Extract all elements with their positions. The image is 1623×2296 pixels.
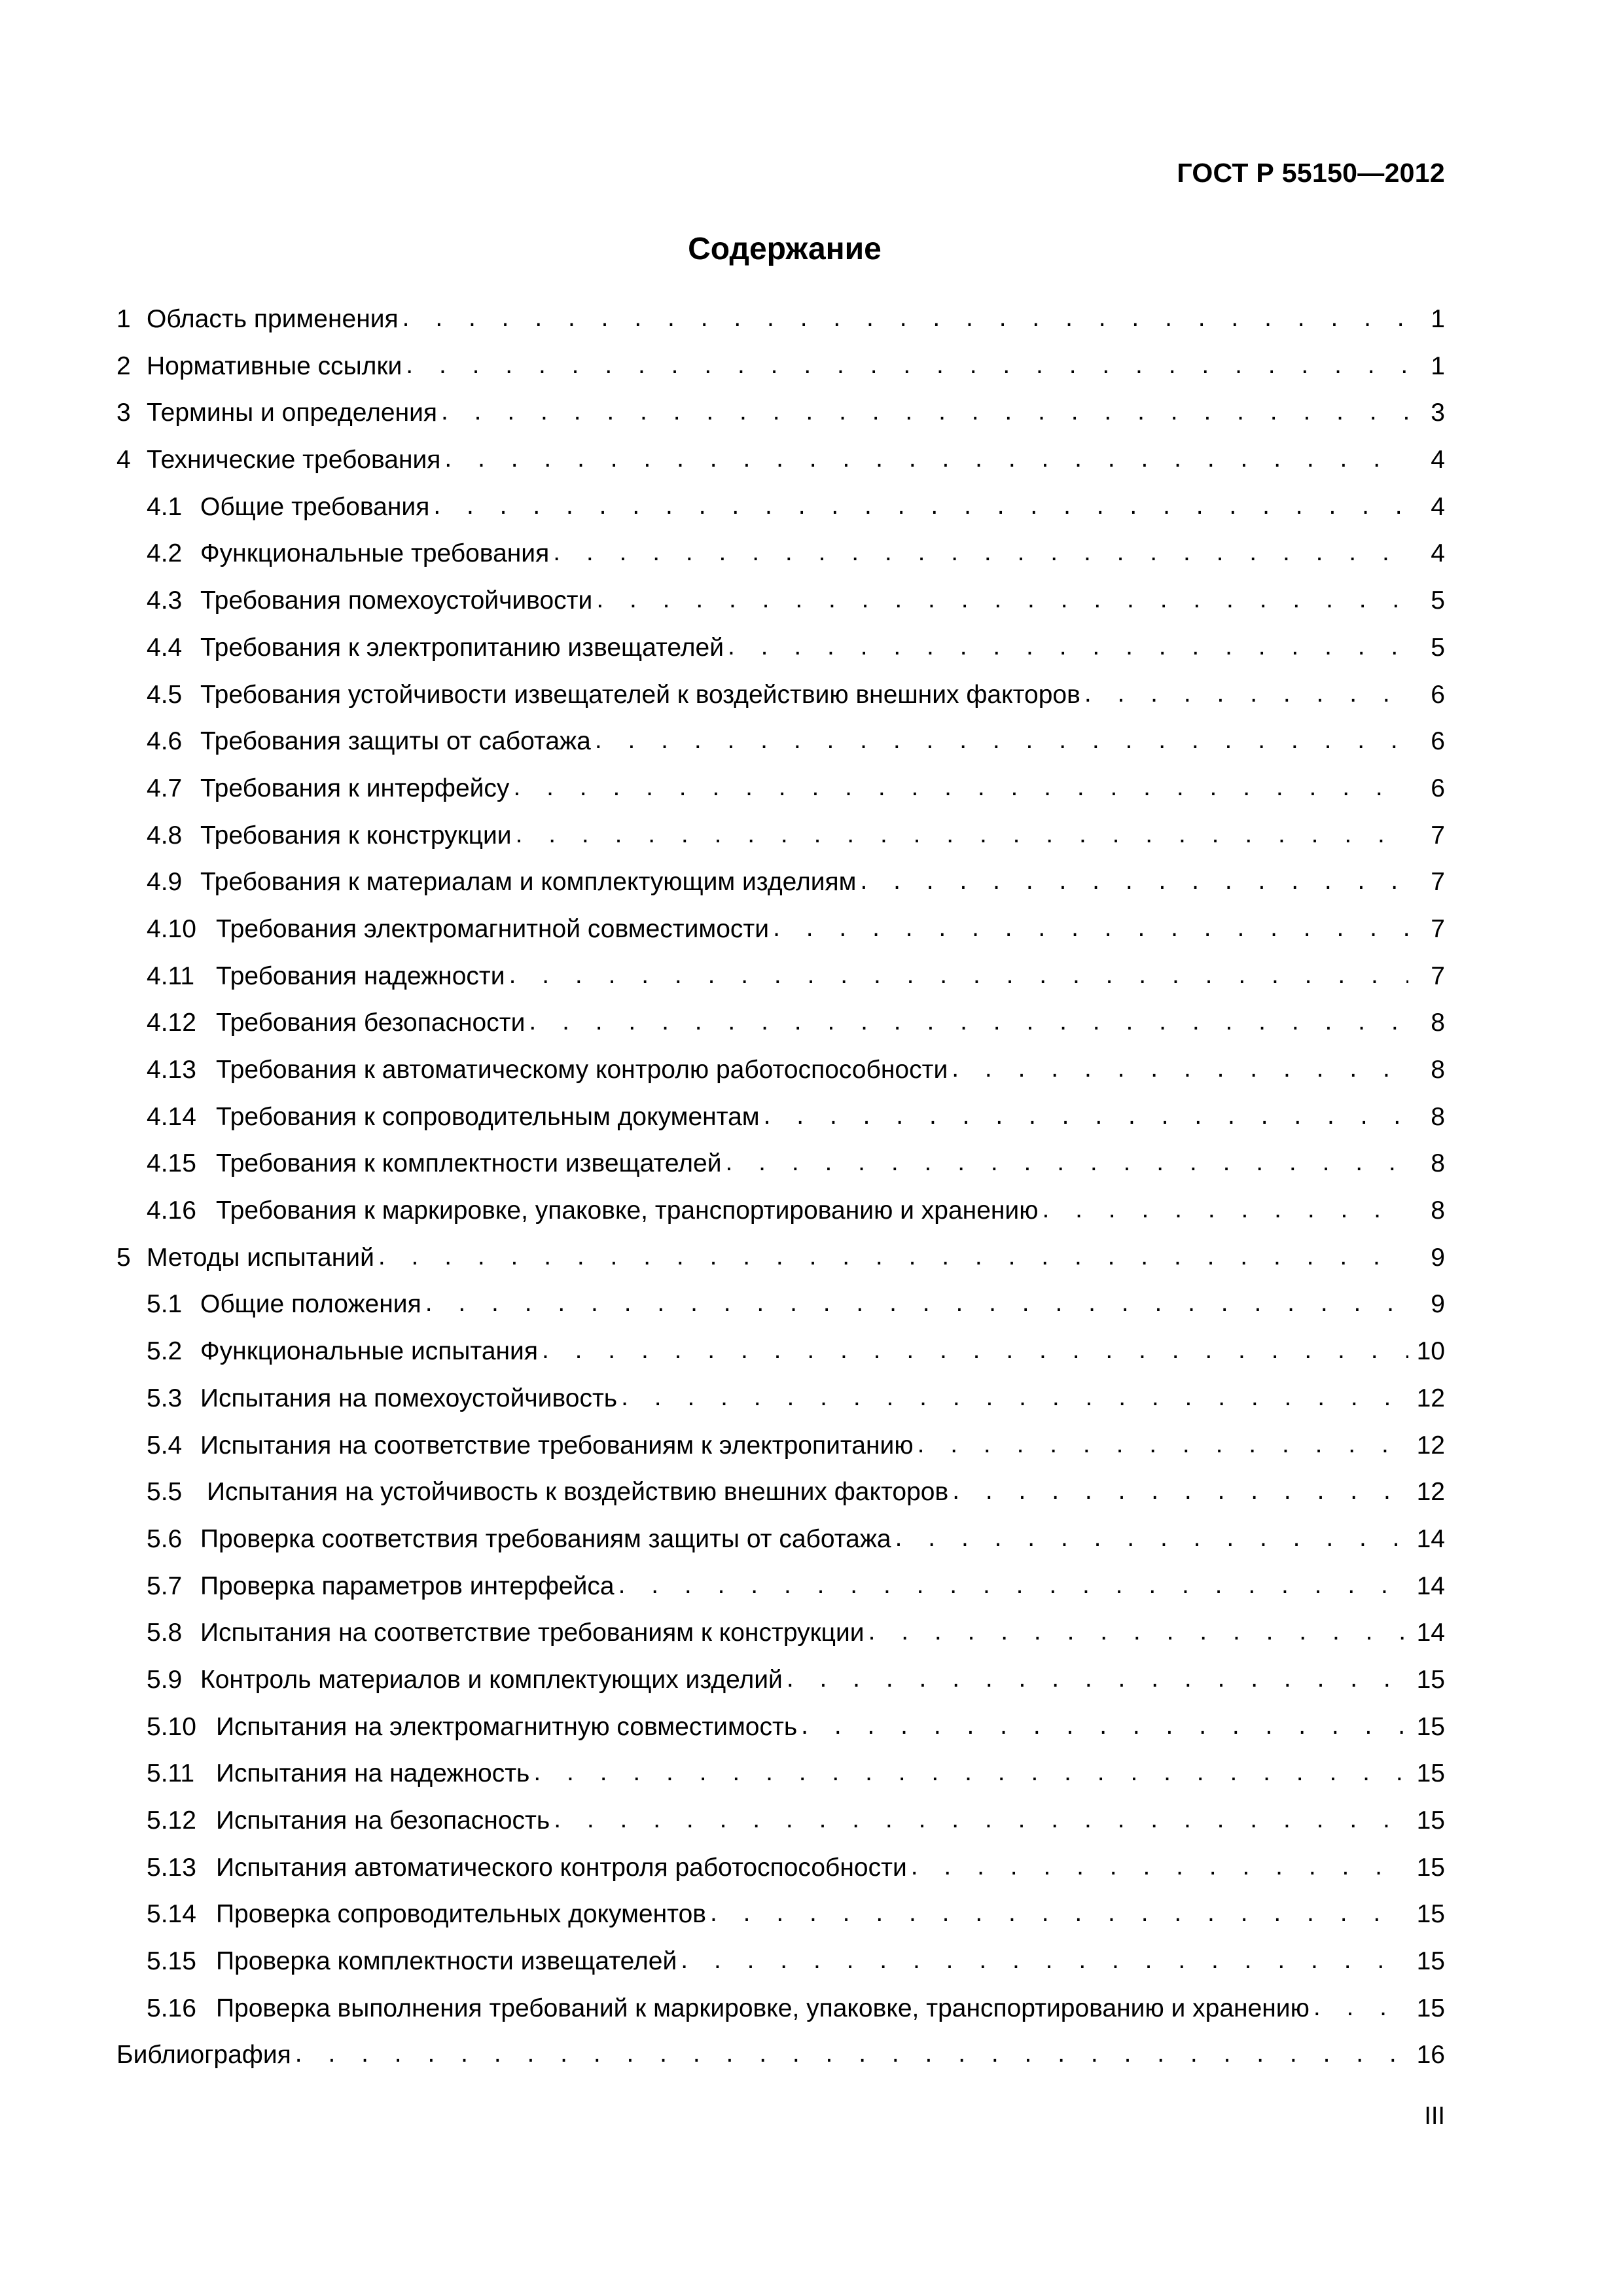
- toc-entry-number: 4.8: [147, 821, 183, 850]
- toc-entry-label: Контроль материалов и комплектующих изделий: [200, 1665, 783, 1694]
- toc-entry-label: Проверка выполнения требований к маркировке, упаковке, транспортированию и хранению: [216, 1994, 1310, 2022]
- toc-entry[interactable]: [116, 539, 1445, 586]
- toc-entry[interactable]: [116, 821, 1445, 868]
- toc-entry-number: 4.12: [147, 1009, 196, 1037]
- toc-dot-leader: [728, 632, 1408, 662]
- toc-entry-number: 4.9: [147, 868, 183, 897]
- toc-entry-label: Требования помехоустойчивости: [200, 586, 593, 615]
- toc-dot-leader: [764, 1101, 1408, 1132]
- toc-entry-number: 5.12: [147, 1806, 196, 1835]
- toc-dot-leader: [621, 1382, 1408, 1413]
- toc-entry-label: Общие положения: [200, 1290, 421, 1319]
- toc-entry-page: 12: [1416, 1384, 1445, 1412]
- toc-entry[interactable]: [116, 492, 1445, 539]
- toc-dot-leader: [918, 1429, 1408, 1460]
- toc-dot-leader: [1084, 679, 1408, 709]
- toc-entry[interactable]: [116, 1994, 1445, 2041]
- toc-entry-label: Испытания на электромагнитную совместимость: [216, 1712, 798, 1741]
- toc-entry-number: 5.16: [147, 1994, 196, 2022]
- toc-entry-page: 15: [1416, 1806, 1445, 1835]
- toc-entry[interactable]: [116, 1853, 1445, 1900]
- toc-entry-page: 8: [1431, 1056, 1445, 1084]
- toc-entry-label: Требования к маркировке, упаковке, транспортированию и хранению: [216, 1196, 1039, 1225]
- toc-entry[interactable]: [116, 1899, 1445, 1946]
- toc-entry-page: 16: [1416, 2041, 1445, 2070]
- toc-dot-leader: [710, 1898, 1408, 1929]
- toc-dot-leader: [513, 772, 1408, 803]
- toc-entry-number: 4.2: [147, 539, 183, 568]
- toc-entry[interactable]: [116, 774, 1445, 821]
- toc-entry-label: Требования к электропитанию извещателей: [200, 633, 724, 662]
- toc-entry-number: 4: [116, 446, 131, 475]
- toc-entry[interactable]: [116, 1618, 1445, 1665]
- toc-entry-page: 12: [1416, 1431, 1445, 1460]
- toc-entry-page: 14: [1416, 1524, 1445, 1553]
- toc-dot-leader: [554, 1804, 1408, 1835]
- toc-entry-page: 15: [1416, 1853, 1445, 1882]
- toc-entry-label: Проверка сопроводительных документов: [216, 1900, 706, 1929]
- toc-entry-number: 5.8: [147, 1619, 183, 1647]
- toc-entry[interactable]: [116, 1712, 1445, 1759]
- toc-entry-page: 3: [1431, 399, 1445, 427]
- page-number: III: [1424, 2102, 1445, 2130]
- toc-entry-label: Требования устойчивости извещателей к воздействию внешних факторов: [200, 680, 1080, 709]
- toc-entry-number: 5.13: [147, 1853, 196, 1882]
- toc-entry-page: 15: [1416, 1759, 1445, 1788]
- toc-entry-number: 4.10: [147, 914, 196, 943]
- toc-entry-label: Испытания на надежность: [216, 1759, 530, 1788]
- toc-entry-label: Общие требования: [200, 492, 430, 521]
- toc-entry-page: 9: [1431, 1290, 1445, 1319]
- toc-entry-page: 7: [1431, 821, 1445, 850]
- toc-entry[interactable]: [116, 304, 1445, 351]
- toc-entry[interactable]: [116, 1524, 1445, 1571]
- toc-entry[interactable]: [116, 867, 1445, 914]
- toc-entry-number: 5.3: [147, 1384, 183, 1412]
- toc-dot-leader: [895, 1523, 1408, 1554]
- toc-entry-number: 4.14: [147, 1102, 196, 1131]
- toc-dot-leader: [596, 584, 1408, 615]
- toc-entry-number: 5.10: [147, 1712, 196, 1741]
- toc-entry-label: Библиография: [116, 2041, 291, 2070]
- toc-entry-number: 4.11: [147, 961, 195, 990]
- toc-dot-leader: [402, 303, 1408, 334]
- toc-entry[interactable]: [116, 1759, 1445, 1806]
- toc-entry-label: Требования к сопроводительным документам: [216, 1102, 760, 1131]
- toc-entry-label: Функциональные требования: [200, 539, 550, 568]
- toc-dot-leader: [952, 1476, 1408, 1507]
- toc-entry-label: Испытания автоматического контроля работоспособности: [216, 1853, 907, 1882]
- toc-entry-label: Требования электромагнитной совместимости: [216, 914, 770, 943]
- toc-entry[interactable]: [116, 1102, 1445, 1149]
- toc-entry-number: 4.7: [147, 774, 183, 802]
- toc-entry-page: 4: [1431, 446, 1445, 475]
- toc-entry-label: Функциональные испытания: [200, 1337, 538, 1366]
- toc-entry-label: Термины и определения: [147, 399, 438, 427]
- toc-entry-label: Проверка комплектности извещателей: [216, 1947, 677, 1976]
- toc-entry-page: 8: [1431, 1009, 1445, 1037]
- toc-entry-page: 8: [1431, 1196, 1445, 1225]
- toc-entry-page: 1: [1431, 305, 1445, 333]
- toc-entry[interactable]: [116, 726, 1445, 774]
- toc-entry-page: 8: [1431, 1102, 1445, 1131]
- toc-entry[interactable]: [116, 586, 1445, 633]
- toc-entry-label: Технические требования: [147, 446, 441, 475]
- toc-entry-page: 1: [1431, 351, 1445, 380]
- toc-dot-leader: [378, 1242, 1408, 1272]
- toc-entry-label: Методы испытаний: [147, 1243, 374, 1272]
- toc-dot-leader: [726, 1147, 1409, 1178]
- toc-dot-leader: [911, 1852, 1408, 1882]
- toc-dot-leader: [860, 866, 1408, 897]
- toc-entry-label: Требования к интерфейсу: [200, 774, 510, 802]
- toc-entry-page: 5: [1431, 633, 1445, 662]
- toc-dot-leader: [444, 444, 1408, 475]
- toc-entry[interactable]: [116, 1008, 1445, 1055]
- toc-entry-number: 5.4: [147, 1431, 183, 1460]
- toc-entry-label: Испытания на безопасность: [216, 1806, 550, 1835]
- toc-entry-number: 5.7: [147, 1571, 183, 1600]
- toc-entry-number: 5.9: [147, 1665, 183, 1694]
- toc-dot-leader: [529, 1007, 1408, 1037]
- toc-entry-page: 8: [1431, 1149, 1445, 1178]
- toc-entry-label: Требования к автоматическому контролю работоспособности: [216, 1056, 948, 1084]
- toc-entry-number: 4.1: [147, 492, 183, 521]
- toc-dot-leader: [952, 1054, 1408, 1085]
- toc-entry[interactable]: [116, 1196, 1445, 1243]
- toc-entry-label: Требования к конструкции: [200, 821, 512, 850]
- toc-entry-number: 4.13: [147, 1056, 196, 1084]
- toc-entry-number: 4.16: [147, 1196, 196, 1225]
- toc-entry-page: 10: [1416, 1337, 1445, 1366]
- toc-entry-number: 4.4: [147, 633, 183, 662]
- toc-dot-leader: [801, 1711, 1408, 1742]
- toc-entry-label: Требования к комплектности извещателей: [216, 1149, 722, 1178]
- toc-entry-label: Проверка соответствия требованиям защиты от саботажа: [200, 1524, 891, 1553]
- toc-entry[interactable]: [116, 1477, 1445, 1524]
- toc-entry-page: 6: [1431, 774, 1445, 802]
- toc-entry[interactable]: [116, 1243, 1445, 1290]
- toc-entry-page: 12: [1416, 1478, 1445, 1507]
- toc-entry-label: Испытания на соответствие требованиям к конструкции: [200, 1619, 865, 1647]
- toc-dot-leader: [595, 725, 1408, 756]
- toc-entry[interactable]: [116, 1055, 1445, 1102]
- toc-entry-label: Требования к материалам и комплектующим изделиям: [200, 868, 857, 897]
- toc-dot-leader: [542, 1335, 1408, 1366]
- table-of-contents: [116, 304, 1445, 2087]
- toc-dot-leader: [787, 1664, 1408, 1695]
- toc-entry[interactable]: [116, 1806, 1445, 1853]
- toc-entry-number: 5.11: [147, 1759, 195, 1788]
- toc-dot-leader: [433, 491, 1408, 522]
- toc-entry[interactable]: [116, 1384, 1445, 1431]
- toc-entry-page: 15: [1416, 1665, 1445, 1694]
- toc-entry-number: 5.15: [147, 1947, 196, 1976]
- toc-entry-page: 6: [1431, 680, 1445, 709]
- toc-entry-page: 4: [1431, 492, 1445, 521]
- toc-entry-page: 7: [1431, 868, 1445, 897]
- toc-entry[interactable]: [116, 1336, 1445, 1384]
- toc-dot-leader: [425, 1288, 1408, 1319]
- toc-entry-page: 7: [1431, 961, 1445, 990]
- toc-entry-number: 5.14: [147, 1900, 196, 1929]
- toc-entry[interactable]: [116, 680, 1445, 727]
- toc-dot-leader: [1313, 1992, 1408, 2023]
- toc-dot-leader: [618, 1570, 1408, 1601]
- page-title: Содержание: [688, 232, 882, 266]
- toc-entry-label: Требования защиты от саботажа: [200, 727, 591, 756]
- toc-dot-leader: [681, 1945, 1408, 1976]
- toc-entry-page: 15: [1416, 1994, 1445, 2022]
- toc-dot-leader: [509, 960, 1408, 991]
- toc-entry[interactable]: [116, 2040, 1445, 2087]
- toc-entry[interactable]: [116, 1946, 1445, 1994]
- toc-entry-number: 4.3: [147, 586, 183, 615]
- toc-dot-leader: [516, 819, 1408, 850]
- toc-entry-number: 1: [116, 305, 131, 333]
- toc-entry[interactable]: [116, 398, 1445, 445]
- toc-entry-page: 15: [1416, 1947, 1445, 1976]
- toc-entry[interactable]: [116, 445, 1445, 492]
- toc-dot-leader: [533, 1757, 1408, 1788]
- toc-entry[interactable]: [116, 633, 1445, 680]
- toc-entry-page: 9: [1431, 1243, 1445, 1272]
- toc-entry-number: 5: [116, 1243, 131, 1272]
- toc-entry-label: Область применения: [147, 305, 399, 333]
- toc-dot-leader: [441, 397, 1408, 427]
- toc-dot-leader: [773, 913, 1408, 944]
- toc-entry-label: Испытания на устойчивость к воздействию внешних факторов: [207, 1478, 949, 1507]
- toc-entry[interactable]: [116, 1571, 1445, 1619]
- toc-entry[interactable]: [116, 1665, 1445, 1712]
- toc-entry[interactable]: [116, 351, 1445, 399]
- toc-dot-leader: [295, 2039, 1408, 2070]
- toc-entry-page: 5: [1431, 586, 1445, 615]
- toc-entry-page: 14: [1416, 1571, 1445, 1600]
- toc-entry-label: Испытания на помехоустойчивость: [200, 1384, 618, 1412]
- toc-entry[interactable]: [116, 1149, 1445, 1196]
- toc-entry-number: 5.5: [147, 1478, 183, 1507]
- document-code: ГОСТ Р 55150—2012: [1177, 158, 1445, 188]
- toc-entry[interactable]: [116, 961, 1445, 1009]
- toc-dot-leader: [1042, 1194, 1408, 1225]
- toc-entry-number: 4.15: [147, 1149, 196, 1178]
- toc-entry[interactable]: [116, 1289, 1445, 1336]
- toc-entry-number: 5.2: [147, 1337, 183, 1366]
- toc-entry[interactable]: [116, 1431, 1445, 1478]
- toc-dot-leader: [406, 350, 1408, 381]
- toc-entry-label: Проверка параметров интерфейса: [200, 1571, 615, 1600]
- toc-entry-page: 4: [1431, 539, 1445, 568]
- toc-entry[interactable]: [116, 914, 1445, 961]
- toc-entry-number: 5.1: [147, 1290, 183, 1319]
- toc-entry-page: 15: [1416, 1900, 1445, 1929]
- toc-dot-leader: [868, 1617, 1408, 1647]
- toc-entry-page: 6: [1431, 727, 1445, 756]
- toc-entry-label: Нормативные ссылки: [147, 351, 402, 380]
- toc-entry-number: 2: [116, 351, 131, 380]
- toc-entry-number: 5.6: [147, 1524, 183, 1553]
- toc-dot-leader: [553, 537, 1408, 568]
- toc-entry-label: Требования безопасности: [216, 1009, 526, 1037]
- toc-entry-label: Требования надежности: [216, 961, 505, 990]
- toc-entry-page: 7: [1431, 914, 1445, 943]
- toc-entry-number: 4.5: [147, 680, 183, 709]
- toc-entry-page: 14: [1416, 1619, 1445, 1647]
- toc-entry-number: 3: [116, 399, 131, 427]
- toc-entry-number: 4.6: [147, 727, 183, 756]
- toc-entry-page: 15: [1416, 1712, 1445, 1741]
- toc-entry-label: Испытания на соответствие требованиям к электропитанию: [200, 1431, 914, 1460]
